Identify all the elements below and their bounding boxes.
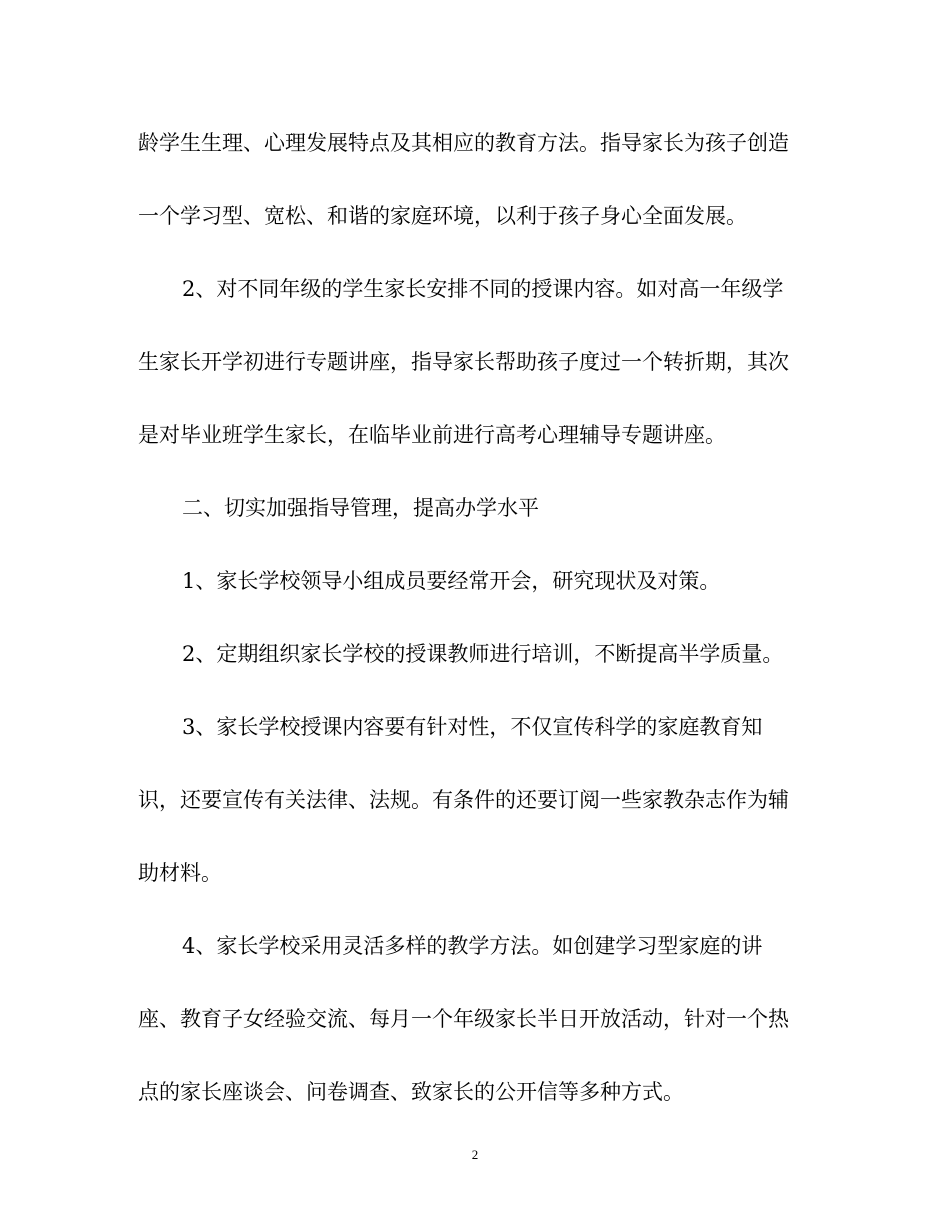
text-line: 座、教育子女经验交流、每月一个年级家长半日开放活动，针对一个热 bbox=[138, 1007, 789, 1031]
paragraph-start-line: 3、家长学校授课内容要有针对性，不仅宣传科学的家庭教育知 bbox=[182, 715, 763, 739]
paragraph-start-line: 1、家长学校领导小组成员要经常开会，研究现状及对策。 bbox=[182, 569, 721, 593]
page-number: 2 bbox=[471, 1147, 479, 1162]
text-line: 一个学习型、宽松、和谐的家庭环境，以利于孩子身心全面发展。 bbox=[138, 204, 747, 228]
text-line: 识，还要宣传有关法律、法规。有条件的还要订阅一些家教杂志作为辅 bbox=[138, 788, 789, 812]
text-line: 助材料。 bbox=[138, 861, 222, 885]
text-line: 是对毕业班学生家长，在临毕业前进行高考心理辅导专题讲座。 bbox=[138, 423, 726, 447]
text-line: 生家长开学初进行专题讲座，指导家长帮助孩子度过一个转折期，其次 bbox=[138, 350, 789, 374]
text-line: 龄学生生理、心理发展特点及其相应的教育方法。指导家长为孩子创造 bbox=[138, 131, 789, 155]
text-line: 点的家长座谈会、问卷调查、致家长的公开信等多种方式。 bbox=[138, 1080, 684, 1104]
paragraph-start-line: 2、对不同年级的学生家长安排不同的授课内容。如对高一年级学 bbox=[182, 277, 784, 301]
paragraph-start-line: 2、定期组织家长学校的授课教师进行培训，不断提高半学质量。 bbox=[182, 642, 784, 666]
section-heading: 二、切实加强指导管理，提高办学水平 bbox=[182, 496, 539, 520]
paragraph-start-line: 4、家长学校采用灵活多样的教学方法。如创建学习型家庭的讲 bbox=[182, 934, 763, 958]
